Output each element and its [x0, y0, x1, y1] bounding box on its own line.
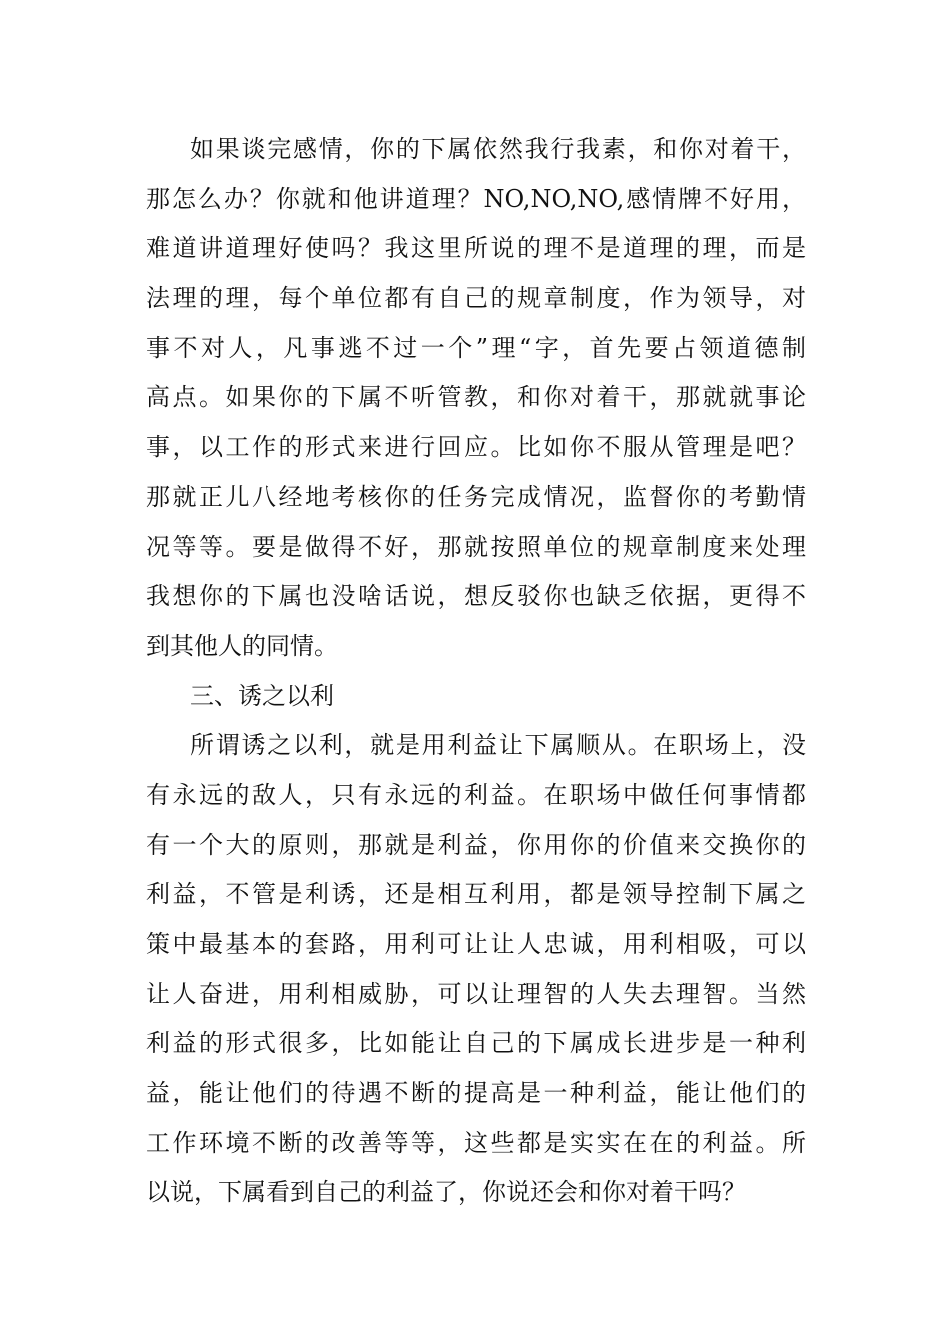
text-line: 那就正儿八经地考核你的任务完成情况，监督你的考勤情	[146, 482, 806, 511]
text-line: 以说，下属看到自己的利益了，你说还会和你对着干吗？	[146, 1178, 746, 1207]
text-line: 策中最基本的套路，用利可让让人忠诚，用利相吸，可以	[146, 930, 806, 958]
text-line: 益，能让他们的待遇不断的提高是一种利益，能让他们的	[146, 1079, 806, 1108]
text-line: 况等等。要是做得不好，那就按照单位的规章制度来处理	[146, 532, 806, 561]
text-line: 难道讲道理好使吗？我这里所说的理不是道理的理，而是	[146, 234, 806, 263]
paragraph-2	[146, 721, 806, 1218]
text-line: 到其他人的同情。	[146, 631, 338, 660]
text-line: 有永远的敌人，只有永远的利益。在职场中做任何事情都	[146, 780, 806, 809]
text-line: 利益的形式很多，比如能让自己的下属成长进步是一种利	[146, 1029, 806, 1058]
text-line: 让人奋进，用利相威胁，可以让理智的人失去理智。当然	[146, 979, 806, 1008]
text-line: 利益，不管是利诱，还是相互利用，都是领导控制下属之	[146, 880, 806, 909]
text-line: 有一个大的原则，那就是利益，你用你的价值来交换你的	[146, 830, 806, 859]
section-heading: 三、诱之以利	[190, 681, 334, 710]
text-line: 那怎么办？你就和他讲道理？NO,NO,NO,感情牌不好用，	[146, 184, 806, 213]
document-body	[146, 125, 806, 1218]
text-line: 事，以工作的形式来进行回应。比如你不服从管理是吧？	[146, 433, 806, 462]
text-line: 法理的理，每个单位都有自己的规章制度，作为领导，对	[146, 284, 806, 313]
text-line: 我想你的下属也没啥话说，想反驳你也缺乏依据，更得不	[146, 582, 806, 611]
paragraph-1	[146, 125, 806, 672]
text-line: 所谓诱之以利，就是用利益让下属顺从。在职场上，没	[190, 731, 806, 760]
text-line: 如果谈完感情，你的下属依然我行我素，和你对着干，	[190, 135, 806, 163]
text-line: 事不对人，凡事逃不过一个”理“字，首先要占领道德制	[146, 333, 806, 362]
text-line: 高点。如果你的下属不听管教，和你对着干，那就就事论	[146, 383, 806, 412]
text-line: 工作环境不断的改善等等，这些都是实实在在的利益。所	[146, 1128, 806, 1157]
